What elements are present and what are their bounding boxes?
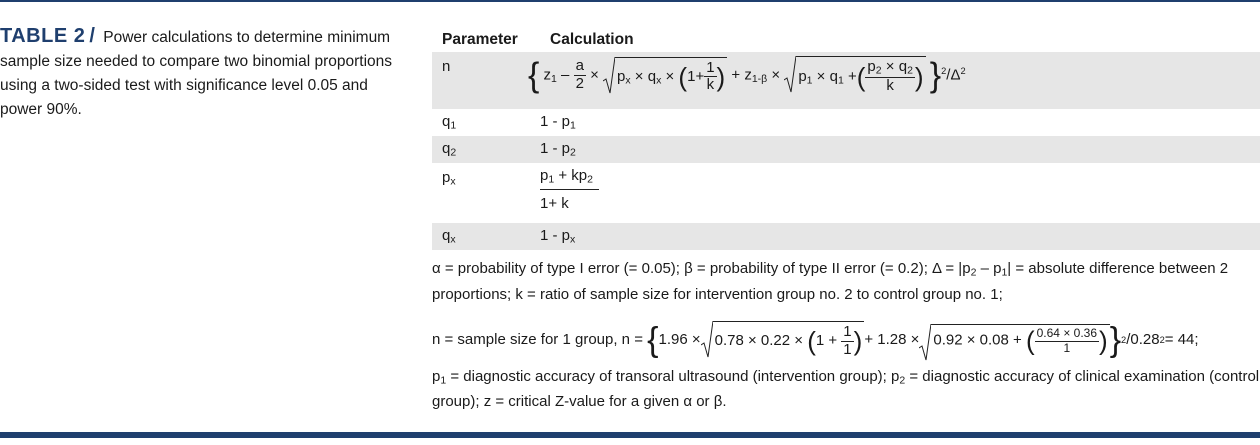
bottom-rule: [0, 432, 1260, 438]
radical-icon: [784, 56, 796, 94]
param-qx: $q_x$: [442, 227, 456, 246]
footnote-abbreviations: $p_1$ = diagnostic accuracy of transoral ultrasound (intervention group); $p_2$ = diagnostic accuracy of clinical examination (control group); z = critical Z-value for a given α or β.: [432, 367, 1260, 411]
param-n: n: [442, 58, 451, 75]
sqrt-d: 0.92 × 0.08 + ( $\frac{0.64 \times 0.36}{1}$ ): [919, 324, 1109, 354]
sqrt-b: $p_1 \times q_1$ +( $\frac{p_2 \times q_2}{k}$ ): [784, 56, 925, 95]
radical-icon: [701, 321, 713, 359]
header-parameter: Parameter: [442, 31, 518, 48]
sqrt-a: $p_x \times q_x \times (1+$ $\frac{1}{k}$ ): [603, 57, 727, 94]
table-row-q1: [432, 109, 1260, 136]
radical-icon: [919, 324, 931, 362]
header-calculation: Calculation: [550, 31, 634, 48]
table-row-px: [432, 163, 1260, 223]
calc-qx: $1 - p_x$: [540, 227, 576, 246]
table-caption: [0, 24, 405, 122]
footnote-sample-size: n = sample size for 1 group, n = { 1.96 × 0.78 × 0.22 × (1 + $\frac{1}{1}$ ) + 1.28 × 0.92 × 0.08 + ( $\frac{0.64 \times 0.36}{1}$ ) } 2 /0.28 2 = 44;: [432, 318, 1260, 362]
caption-text: Power calculations to determine minimum sample size needed to compare two binomial proportions using a two-sided test with significance level 0.05 and power 90%.: [0, 29, 393, 118]
table-row-q2: [432, 136, 1260, 163]
radical-icon: [603, 57, 615, 95]
calc-q1: $1 - p_1$: [540, 113, 576, 132]
calc-n: [528, 52, 1260, 109]
table-header-row: [432, 28, 1260, 52]
calc-q2: $1 - p_2$: [540, 140, 576, 159]
top-rule: [0, 0, 1260, 2]
formula-n: { $z_1$ – $\frac{a}{2}$ × $p_x \times q_x \times (1+$ $\frac{1}{k}$ ) + $z_{1-\beta}$ × $p_1 \times q_1$ +( $\frac{p_2 \times q_2}{k}$ ) }$^2/\Delta^2$: [528, 56, 966, 95]
param-q2: $q_2$: [442, 140, 457, 159]
caption-slash: /: [89, 25, 95, 47]
table-row-qx: [432, 223, 1260, 250]
table-footnotes: [432, 258, 1260, 413]
table-row-n: [432, 52, 1260, 109]
sqrt-c: 0.78 × 0.22 × (1 + $\frac{1}{1}$ ): [701, 321, 865, 358]
table-label: TABLE 2: [0, 25, 86, 47]
param-q1: $q_1$: [442, 113, 457, 132]
power-calculation-table: [432, 28, 1260, 250]
calc-px: [540, 163, 1260, 223]
footnote-definitions: α = probability of type I error (= 0.05); β = probability of type II error (= 0.2); $\Delta = |p_2 - p_1|$ = absolute difference between 2 proportions; k = ratio of sample size for intervention group no. 2 to control group no. 1;: [432, 260, 1229, 303]
px-fraction: $\frac{p_1 + kp_2}{1+ k}$: [540, 167, 599, 212]
param-px: $p_x$: [442, 169, 456, 188]
